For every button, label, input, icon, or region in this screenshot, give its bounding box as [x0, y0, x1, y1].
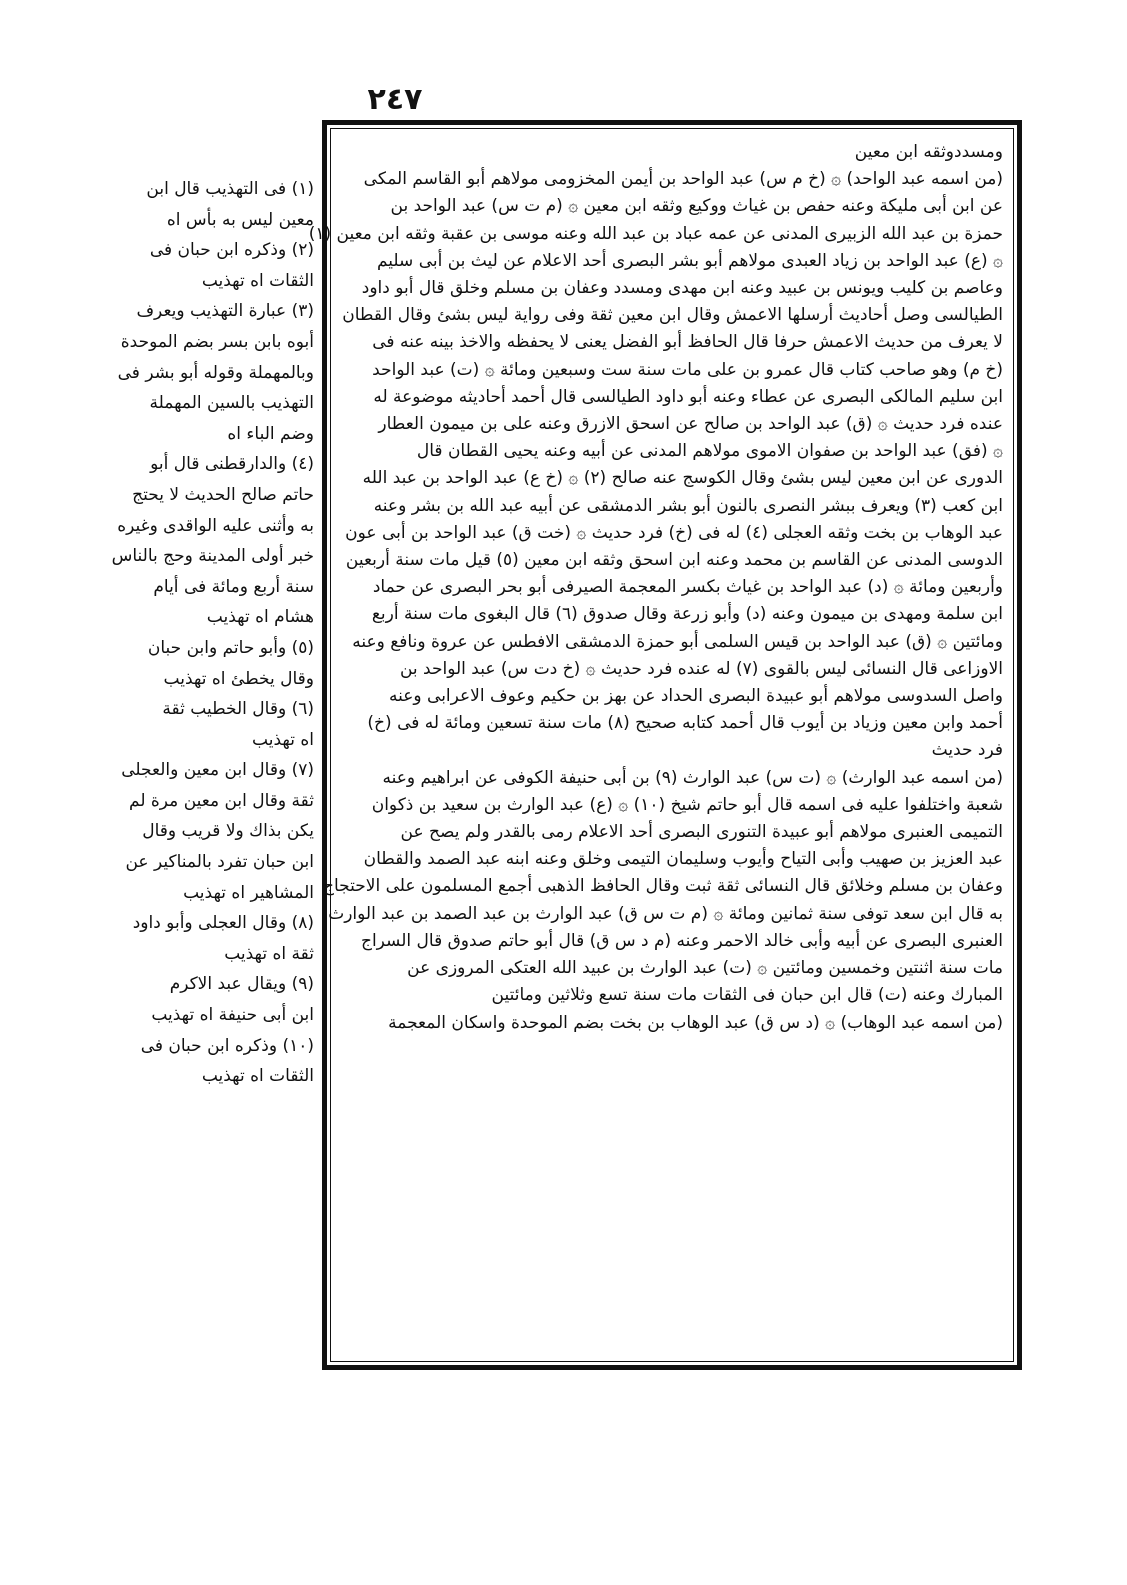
footnote-line: (٣) عبارة التهذيب ويعرف	[136, 301, 314, 322]
footnote-line: الثقات اه تهذيب	[201, 270, 314, 291]
main-text-line: مات سنة اثنتين وخمسين ومائتين ۞ (ت) عبد الوارث بن عبيد الله العتكى المروزى عن	[407, 958, 1003, 979]
footnote-line: وبالمهملة وقوله أبو بشر فى	[117, 362, 314, 383]
footnote-line: وضم الباء اه	[227, 423, 314, 444]
footnote-line: (٤) والدارقطنى قال أبو	[150, 454, 314, 475]
main-text-line: عبد العزيز بن صهيب وأبى التياح وأيوب وسليمان التيمى وخلق وعنه ابنه عبد الصمد والقطان	[363, 849, 1003, 870]
footnote-line: وقال يخطئ اه تهذيب	[163, 668, 314, 689]
footnote-line: ابن أبى حنيفة اه تهذيب	[151, 1005, 314, 1026]
main-text-line: (من اسمه عبد الوارث) ۞ (ت س) عبد الوارث (٩) بن أبى حنيفة الكوفى عن ابراهيم وعنه	[382, 767, 1003, 788]
main-text-line: عنده فرد حديث ۞ (ق) عبد الواحد بن صالح عن اسحق الازرق وعنه على بن ميمون العطار	[378, 414, 1003, 435]
main-text-line: واصل السدوسى مولاهم أبو عبيدة البصرى الحداد عن بهز بن حكيم وعوف الاعرابى وعنه	[389, 686, 1003, 707]
main-text-line: وعفان بن مسلم وخلائق قال النسائى ثقة ثبت وقال الحافظ الذهبى أجمع المسلمون على الاحتجاج	[323, 876, 1003, 897]
footnote-line: حاتم صالح الحديث لا يحتج	[132, 484, 314, 505]
footnote-line: أبوه بابن بسر بضم الموحدة	[120, 331, 314, 352]
main-text-inner-border	[308, 128, 1014, 1362]
footnote-line: (٨) وقال العجلى وأبو داود	[132, 913, 314, 934]
main-text-line: (خ م) وهو صاحب كتاب قال عمرو بن على مات سنة ست وسبعين ومائة ۞ (ت) عبد الواحد	[372, 359, 1003, 380]
main-text-line: فرد حديث	[931, 740, 1003, 761]
main-text-line: الدوسى المدنى عن القاسم بن محمد وعنه ابن اسحق وثقه ابن معين (٥) قيل مات سنة أربعين	[345, 550, 1003, 571]
footnote-line: (١) فى التهذيب قال ابن	[146, 179, 314, 199]
main-text-line: ۞ (ع) عبد الواحد بن زياد العبدى مولاهم أبو بشر البصرى أحد الاعلام عن ليث بن أبى سليم	[376, 250, 1003, 271]
footnote-line: يكن بذاك ولا قريب وقال	[142, 821, 314, 842]
footnote-line: التهذيب بالسين المهملة	[149, 393, 314, 414]
main-text-line: ابن كعب (٣) ويعرف ببشر النصرى بالنون أبو بشر الدمشقى عن أبيه عبد الله بن بشر وعنه	[373, 495, 1003, 516]
footnote-line: ثقة اه تهذيب	[224, 943, 314, 964]
footnote-line: ثقة وقال ابن معين مرة لم	[129, 790, 314, 811]
main-text-line: عبد الوهاب بن بخت وثقه العجلى (٤) له فى (خ) فرد حديث ۞ (خت ق) عبد الواحد بن أبى عون	[345, 522, 1003, 543]
footnotes-column	[106, 174, 314, 1294]
footnote-line: سنة أربع ومائة فى أيام	[153, 576, 314, 597]
main-text-line: عن ابن أبى مليكة وعنه حفص بن غياث ووكيع وثقه ابن معين ۞ (م ت س) عبد الواحد بن	[390, 196, 1003, 217]
footnote-line: هشام اه تهذيب	[206, 607, 314, 628]
main-text-line: التميمى العنبرى مولاهم أبو عبيدة التنورى البصرى أحد الاعلام رمى بالقدر ولم يصح عن	[400, 822, 1003, 843]
footnote-line: (٦) وقال الخطيب ثقة	[162, 699, 314, 720]
main-text-line: أحمد وابن معين وزياد بن أيوب قال أحمد كتابه صحيح (٨) مات سنة تسعين ومائة له فى (خ)	[367, 713, 1003, 734]
footnote-line: (٩) ويقال عبد الاكرم	[169, 974, 314, 995]
main-text-line: الاوزاعى قال النسائى ليس بالقوى (٧) له عنده فرد حديث ۞ (خ دت س) عبد الواحد بن	[399, 658, 1003, 679]
main-text-line: لا يعرف من حديث الاعمش حرفا قال الحافظ أبو الفضل يعنى لا يحفظه والاخذ بينه عنه فى	[372, 332, 1003, 353]
footnote-line: (١٠) وذكره ابن حبان فى	[140, 1035, 314, 1056]
footnote-line: خبر أولى المدينة وحج بالناس	[111, 546, 314, 567]
main-text-line: العنبرى البصرى عن أبيه وأبى خالد الاحمر وعنه (م د س ق) قال أبو حاتم صدوق قال السراج	[360, 930, 1003, 951]
main-text-body	[308, 139, 1003, 1037]
footnote-line: (٢) وذكره ابن حبان فى	[149, 240, 314, 261]
main-text-line: ومسددوثقه ابن معين	[854, 142, 1003, 162]
footnote-line: ابن حبان تفرد بالمناكير عن	[125, 852, 314, 873]
main-text-line: ۞ (فق) عبد الواحد بن صفوان الاموى مولاهم المدنى عن أبيه وعنه يحيى القطان قال	[416, 441, 1003, 462]
main-text-frame	[308, 120, 1022, 1370]
main-text-line: ابن سليم المالكى البصرى عن عطاء وعنه أبو داود الطيالسى قال أحمد أحاديثه موضوعة له	[373, 386, 1003, 407]
main-text-line: وأربعين ومائة ۞ (د) عبد الواحد بن غياث بكسر المعجمة الصيرفى أبو بحر البصرى عن حماد	[372, 577, 1003, 598]
main-text-line: شعبة واختلفوا عليه فى اسمه قال أبو حاتم شيخ (١٠) ۞ (ع) عبد الوارث بن سعيد بن ذكوان	[371, 794, 1003, 815]
main-text-line: الدورى عن ابن معين ليس بشئ وقال الكوسج عنه صالح (٢) ۞ (خ ع) عبد الواحد بن عبد الله	[362, 468, 1003, 489]
main-text-line: (من اسمه عبد الواحد) ۞ (خ م س) عبد الواحد بن أيمن المخزومى مولاهم أبو القاسم المكى	[363, 169, 1003, 190]
main-text-line: (من اسمه عبد الوهاب) ۞ (د س ق) عبد الوهاب بن بخت بضم الموحدة واسكان المعجمة	[388, 1012, 1003, 1033]
footnote-line: الثقات اه تهذيب	[201, 1066, 314, 1087]
main-text-line: ابن سلمة ومهدى بن ميمون وعنه (د) وأبو زرعة وقال صدوق (٦) قال البغوى مات سنة أربع	[371, 604, 1003, 625]
footnote-line: (٥) وأبو حاتم وابن حبان	[147, 637, 314, 658]
page-number: ٢٤٧	[367, 82, 423, 117]
main-text-line: حمزة بن عبد الله الزبيرى المدنى عن عمه عباد بن عبد الله وعنه موسى بن عقبة وثقه ابن معين (١)	[308, 223, 1003, 244]
footnote-line: المشاهير اه تهذيب	[183, 882, 314, 903]
main-text-line: المبارك وعنه (ت) قال ابن حبان فى الثقات مات سنة تسع وثلاثين ومائتين	[491, 985, 1003, 1006]
footnote-line: (٧) وقال ابن معين والعجلى	[121, 760, 314, 781]
footnote-line: معين ليس به بأس اه	[166, 209, 314, 230]
main-text-line: ومائتين ۞ (ق) عبد الواحد بن قيس السلمى أبو حمزة الدمشقى الافطس عن عروة ونافع وعنه	[352, 631, 1003, 652]
footnote-line: به وأثنى عليه الواقدى وغيره	[117, 515, 314, 536]
main-text-line: وعاصم بن كليب ويونس بن عبيد وعنه ابن مهدى ومسدد وعفان بن مسلم وخلق قال أبو داود	[361, 278, 1003, 299]
main-text-line: به قال ابن سعد توفى سنة ثمانين ومائة ۞ (م ت س ق) عبد الوارث بن عبد الصمد بن عبد الوارث	[328, 903, 1003, 924]
footnote-line: اه تهذيب	[252, 729, 314, 750]
main-text-line: الطيالسى وصل أحاديث أرسلها الاعمش وقال ابن معين ثقة وفى رواية ليس بشئ وقال القطان	[342, 305, 1003, 326]
